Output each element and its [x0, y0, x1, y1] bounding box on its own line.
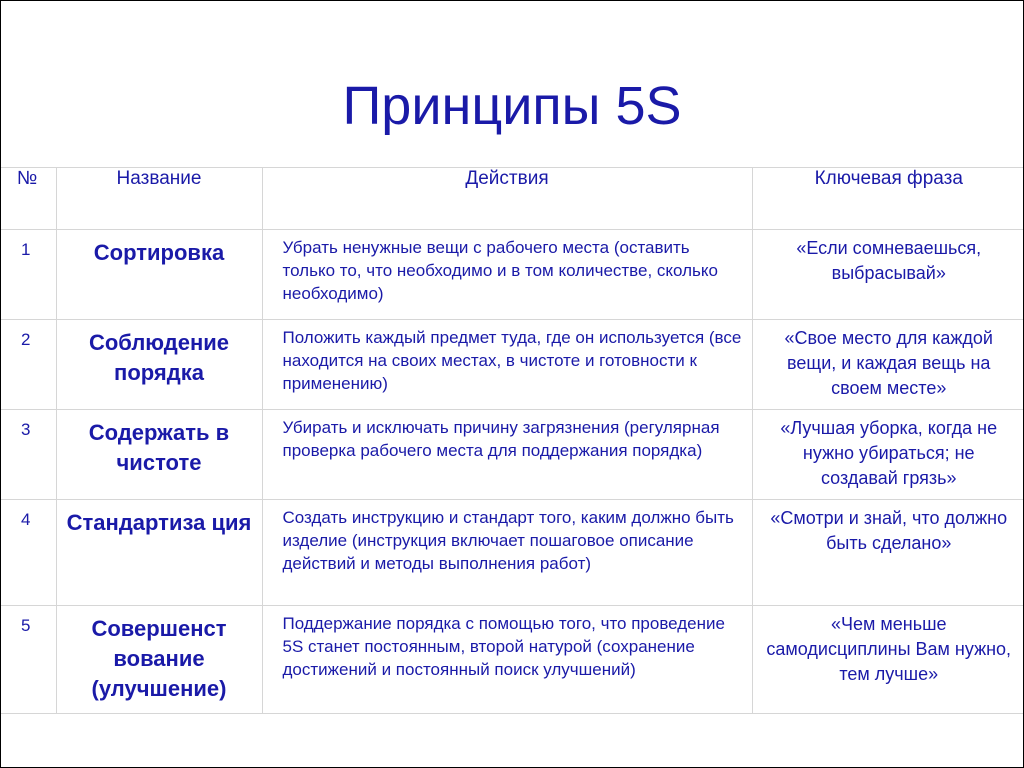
row-actions: Убирать и исключать причину загрязнения (регулярная проверка рабочего места для поддержания порядка) [262, 410, 752, 500]
row-name: Содержать в чистоте [56, 410, 262, 500]
row-num: 5 [1, 606, 56, 714]
row-key-phrase: «Свое место для каждой вещи, и каждая вещь на своем месте» [752, 320, 1024, 410]
table-row [1, 410, 1024, 500]
slide-title: Принципы 5S [342, 76, 682, 136]
row-name: Сортировка [56, 230, 262, 320]
table-row [1, 500, 1024, 606]
row-num: 1 [1, 230, 56, 320]
row-actions: Положить каждый предмет туда, где он используется (все находится на своих местах, в чистоте и готовности к применению) [262, 320, 752, 410]
table-row [1, 320, 1024, 410]
header-actions: Действия [262, 168, 752, 230]
row-actions: Убрать ненужные вещи с рабочего места (оставить только то, что необходимо и в том количестве, сколько необходимо) [262, 230, 752, 320]
row-name: Соблюдение порядка [56, 320, 262, 410]
table-header-row [1, 168, 1024, 230]
row-name: Совершенст вование (улучшение) [56, 606, 262, 714]
row-key-phrase: «Чем меньше самодисциплины Вам нужно, тем лучше» [752, 606, 1024, 714]
row-actions: Поддержание порядка с помощью того, что проведение 5S станет постоянным, второй натурой (сохранение достижений и постоянный поиск улучшений) [262, 606, 752, 714]
header-key-phrase: Ключевая фраза [752, 168, 1024, 230]
row-num: 4 [1, 500, 56, 606]
row-num: 2 [1, 320, 56, 410]
principles-table [1, 167, 1024, 714]
row-name: Стандартиза ция [56, 500, 262, 606]
row-num: 3 [1, 410, 56, 500]
table-row [1, 606, 1024, 714]
row-key-phrase: «Если сомневаешься, выбрасывай» [752, 230, 1024, 320]
header-name: Название [56, 168, 262, 230]
row-key-phrase: «Лучшая уборка, когда не нужно убираться; не создавай грязь» [752, 410, 1024, 500]
header-num: № [1, 168, 56, 230]
table-row [1, 230, 1024, 320]
row-actions: Создать инструкцию и стандарт того, каким должно быть изделие (инструкция включает пошаговое описание действий и методы выполнения работ) [262, 500, 752, 606]
row-key-phrase: «Смотри и знай, что должно быть сделано» [752, 500, 1024, 606]
